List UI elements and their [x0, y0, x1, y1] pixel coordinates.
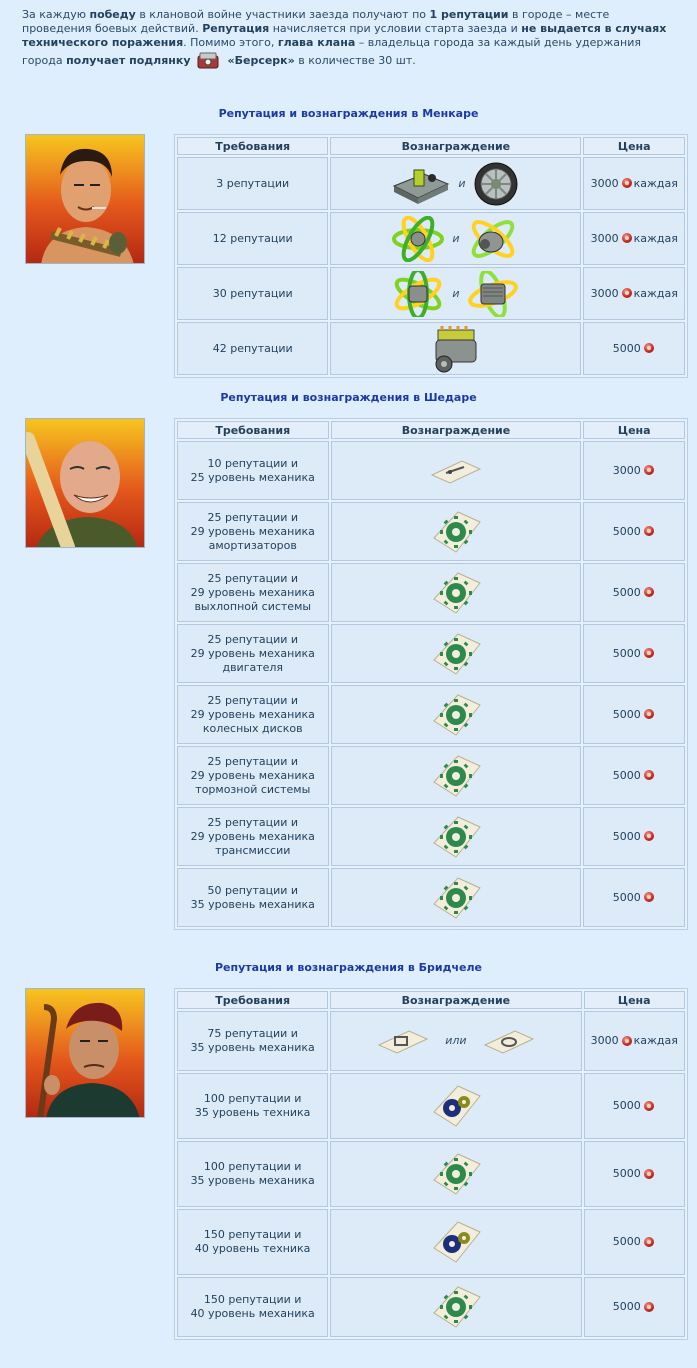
- price-suffix: каждая: [633, 1034, 678, 1047]
- conjunction-text: и: [458, 176, 466, 190]
- coin-icon: [622, 178, 632, 188]
- requirement-text: 30 репутации: [212, 286, 293, 300]
- wheel-rim-icon[interactable]: [471, 161, 521, 207]
- requirement-line: 75 репутации и: [207, 1027, 298, 1040]
- intro-text-part: в количестве 30 шт.: [294, 54, 416, 67]
- intro-bold: получает подлянку: [66, 54, 191, 67]
- price-value: 5000: [612, 1300, 641, 1313]
- intro-text-part: начисляется при условии старта заезда и: [269, 22, 522, 35]
- price-value: 5000: [612, 585, 641, 599]
- reward-cell: [330, 157, 581, 210]
- table-row: [177, 746, 685, 805]
- price-value: 5000: [612, 829, 641, 843]
- price-cell: [583, 157, 685, 210]
- intro-text: [22, 8, 682, 72]
- reward-cell: [331, 563, 582, 622]
- requirement-line: 40 уровень механика: [190, 1307, 315, 1320]
- tech-scroll-icon[interactable]: [428, 1218, 484, 1266]
- requirement-cell: [177, 441, 329, 500]
- requirement-cell: [177, 157, 328, 210]
- price-value: 5000: [612, 646, 641, 660]
- conjunction-text: и: [452, 286, 460, 300]
- coin-icon: [644, 1169, 654, 1179]
- table-row: [177, 157, 685, 210]
- requirement-line: 25 репутации и: [207, 693, 299, 707]
- requirement-line: колесных дисков: [202, 721, 303, 735]
- rewards-table-bridchel: [174, 988, 688, 1340]
- section-title-bridchel: Репутация и вознаграждения в Бридчеле: [214, 961, 483, 974]
- requirement-text: 12 репутации: [212, 231, 293, 245]
- requirement-line: 35 уровень механика: [190, 1174, 315, 1187]
- coin-icon: [622, 288, 632, 298]
- gear-scroll-icon[interactable]: [428, 691, 484, 739]
- reward-cell: [330, 1277, 581, 1337]
- requirement-cell: [177, 807, 329, 866]
- requirement-line: амортизаторов: [208, 538, 297, 552]
- coin-icon: [644, 587, 654, 597]
- price-cell: [583, 868, 685, 927]
- header-reward: Вознаграждение: [330, 991, 581, 1009]
- gear-scroll-icon[interactable]: [428, 813, 484, 861]
- intro-text-part: За каждую: [22, 8, 90, 21]
- engine-block-icon[interactable]: [465, 271, 521, 317]
- requirement-line: 25 репутации и: [207, 632, 299, 646]
- gear-scroll-icon[interactable]: [428, 630, 484, 678]
- requirement-line: 29 уровень механика: [190, 768, 315, 782]
- price-value: 3000: [612, 463, 641, 477]
- atom-engine-icon[interactable]: [390, 271, 446, 317]
- price-value: 5000: [612, 707, 641, 721]
- gear-scroll-icon[interactable]: [428, 874, 484, 922]
- reward-cell: [330, 212, 581, 265]
- atom-part-icon[interactable]: [390, 216, 446, 262]
- berserk-name: «Берсерк»: [227, 54, 295, 67]
- table-row: [177, 502, 685, 561]
- requirement-cell: [177, 746, 329, 805]
- price-value: 5000: [612, 1099, 641, 1112]
- price-suffix: каждая: [633, 231, 678, 245]
- requirement-cell: [177, 1011, 328, 1071]
- requirement-cell: [177, 212, 328, 265]
- price-cell: [583, 267, 685, 320]
- price-cell: [584, 1073, 686, 1139]
- coin-icon: [622, 233, 632, 243]
- requirement-cell: [177, 267, 328, 320]
- requirement-line: 29 уровень механика: [190, 585, 315, 599]
- blueprint-icon[interactable]: [375, 1025, 431, 1057]
- reward-cell: [330, 1073, 581, 1139]
- gear-scroll-icon[interactable]: [428, 752, 484, 800]
- rewards-table-shedar: [174, 418, 688, 930]
- requirement-line: двигателя: [222, 660, 284, 674]
- price-suffix: каждая: [633, 286, 678, 300]
- table-row: [177, 807, 685, 866]
- requirement-line: 50 репутации и: [207, 883, 299, 897]
- coin-icon: [644, 892, 654, 902]
- price-value: 5000: [612, 1235, 641, 1248]
- requirement-line: трансмиссии: [215, 843, 291, 857]
- table-row: [177, 322, 685, 375]
- table-row: [177, 1073, 685, 1139]
- rewards-table-menkar: [174, 134, 688, 378]
- gearbox-part-icon[interactable]: [390, 164, 452, 204]
- header-price: Цена: [583, 137, 685, 155]
- price-cell: [583, 563, 685, 622]
- requirement-text: 42 репутации: [212, 341, 293, 355]
- coin-icon: [644, 343, 654, 353]
- reward-cell: [330, 1011, 581, 1071]
- price-value: 3000: [590, 1034, 619, 1047]
- header-requirements: Требования: [177, 991, 328, 1009]
- table-row: [177, 212, 685, 265]
- reward-cell: [330, 1141, 581, 1207]
- requirement-line: 25 уровень механика: [190, 470, 315, 484]
- requirement-cell: [177, 1277, 328, 1337]
- price-cell: [584, 1209, 686, 1275]
- requirement-line: 10 репутации и: [207, 456, 299, 470]
- requirement-line: 40 уровень техника: [194, 1242, 311, 1255]
- table-row: [177, 685, 685, 744]
- table-row: [177, 1011, 685, 1071]
- npc-portrait-shedar: [25, 418, 145, 548]
- header-price: Цена: [583, 421, 685, 439]
- requirement-line: 25 репутации и: [207, 571, 299, 585]
- price-cell: [583, 746, 685, 805]
- table-row: [177, 563, 685, 622]
- intro-bold: не выдается в случаях технического поражения: [22, 22, 667, 49]
- requirement-cell: [177, 868, 329, 927]
- intro-bold: Репутация: [202, 22, 270, 35]
- price-cell: [584, 1277, 686, 1337]
- requirement-line: 29 уровень механика: [190, 524, 315, 538]
- requirement-line: 25 репутации и: [207, 815, 299, 829]
- section-title-shedar: Репутация и вознаграждения в Шедаре: [220, 391, 477, 404]
- npc-portrait-menkar: [25, 134, 145, 264]
- gear-scroll-icon[interactable]: [428, 508, 484, 556]
- intro-text-part: в городе – месте проведения боевых действий.: [22, 8, 610, 35]
- table-row: [177, 441, 685, 500]
- price-cell: [583, 502, 685, 561]
- price-cell: [583, 685, 685, 744]
- requirement-cell: [177, 502, 329, 561]
- reward-cell: [330, 1209, 581, 1275]
- reward-cell: [331, 441, 582, 500]
- requirement-line: 29 уровень механика: [190, 829, 315, 843]
- requirement-line: 150 репутации и: [203, 1228, 302, 1241]
- price-value: 3000: [590, 231, 619, 245]
- requirement-cell: [177, 685, 329, 744]
- price-value: 5000: [612, 890, 641, 904]
- reward-cell: [330, 322, 581, 375]
- requirement-line: 25 репутации и: [207, 510, 299, 524]
- npc-portrait-bridchel: [25, 988, 145, 1118]
- gear-scroll-icon[interactable]: [428, 1150, 484, 1198]
- reward-cell: [331, 685, 582, 744]
- price-value: 5000: [612, 1167, 641, 1180]
- coin-icon: [622, 1036, 632, 1046]
- reward-cell: [331, 746, 582, 805]
- requirement-line: 29 уровень механика: [190, 707, 315, 721]
- conjunction-text: или: [445, 1034, 467, 1047]
- requirement-cell: [177, 563, 329, 622]
- requirement-line: 35 уровень механика: [190, 897, 315, 911]
- berserk-box-icon: [196, 50, 222, 72]
- reward-cell: [331, 807, 582, 866]
- coin-icon: [644, 1101, 654, 1111]
- table-row: [177, 1209, 685, 1275]
- requirement-line: 100 репутации и: [203, 1092, 302, 1105]
- requirement-line: 29 уровень механика: [190, 646, 315, 660]
- price-value: 5000: [612, 768, 641, 782]
- requirement-cell: [177, 322, 328, 375]
- price-cell: [584, 1011, 686, 1071]
- price-cell: [583, 441, 685, 500]
- requirement-line: 25 репутации и: [207, 754, 299, 768]
- table-row: [177, 267, 685, 320]
- coin-icon: [644, 770, 654, 780]
- requirement-line: 35 уровень механика: [190, 1041, 315, 1054]
- coin-icon: [644, 465, 654, 475]
- intro-text-part: . Помимо этого,: [183, 36, 278, 49]
- coin-icon: [644, 648, 654, 658]
- v8-engine-icon[interactable]: [430, 324, 482, 374]
- price-cell: [583, 322, 685, 375]
- coin-icon: [644, 1302, 654, 1312]
- table-row: [177, 1141, 685, 1207]
- reward-cell: [331, 868, 582, 927]
- requirement-text: 3 репутации: [216, 176, 290, 190]
- coin-icon: [644, 526, 654, 536]
- blueprint-icon[interactable]: [428, 455, 484, 487]
- requirement-line: выхлопной системы: [194, 599, 312, 613]
- requirement-line: 100 репутации и: [203, 1160, 302, 1173]
- price-value: 5000: [612, 524, 641, 538]
- coin-icon: [644, 1237, 654, 1247]
- conjunction-text: и: [452, 231, 460, 245]
- requirement-line: тормозной системы: [195, 782, 311, 796]
- intro-text-part: в клановой войне участники заезда получают по: [135, 8, 430, 21]
- coin-icon: [644, 831, 654, 841]
- intro-bold: глава клана: [277, 36, 356, 49]
- gear-scroll-icon[interactable]: [428, 569, 484, 617]
- price-suffix: каждая: [633, 176, 678, 190]
- price-cell: [583, 807, 685, 866]
- coin-icon: [644, 709, 654, 719]
- header-reward: Вознаграждение: [331, 421, 582, 439]
- turbo-part-icon[interactable]: [465, 216, 521, 262]
- section-title-menkar: Репутация и вознаграждения в Менкаре: [218, 107, 479, 120]
- price-cell: [583, 624, 685, 683]
- requirement-cell: [177, 1141, 328, 1207]
- blueprint-icon[interactable]: [481, 1025, 537, 1057]
- requirement-line: 150 репутации и: [203, 1293, 302, 1306]
- header-requirements: Требования: [177, 421, 329, 439]
- price-cell: [583, 212, 685, 265]
- table-row: [177, 1277, 685, 1337]
- tech-scroll-icon[interactable]: [428, 1082, 484, 1130]
- intro-bold: 1 репутации: [429, 8, 509, 21]
- requirement-cell: [177, 1073, 328, 1139]
- price-value: 3000: [590, 176, 619, 190]
- reward-cell: [330, 267, 581, 320]
- header-price: Цена: [584, 991, 686, 1009]
- requirement-cell: [177, 1209, 328, 1275]
- price-value: 5000: [612, 341, 641, 355]
- gear-scroll-icon[interactable]: [428, 1283, 484, 1331]
- reward-cell: [331, 624, 582, 683]
- price-cell: [584, 1141, 686, 1207]
- price-value: 3000: [590, 286, 619, 300]
- header-requirements: Требования: [177, 137, 328, 155]
- requirement-cell: [177, 624, 329, 683]
- requirement-line: 35 уровень техника: [194, 1106, 311, 1119]
- reward-cell: [331, 502, 582, 561]
- intro-text-part: – владельца города за каждый день удержания города: [22, 36, 642, 67]
- table-row: [177, 868, 685, 927]
- header-reward: Вознаграждение: [330, 137, 581, 155]
- intro-bold: победу: [89, 8, 136, 21]
- table-row: [177, 624, 685, 683]
